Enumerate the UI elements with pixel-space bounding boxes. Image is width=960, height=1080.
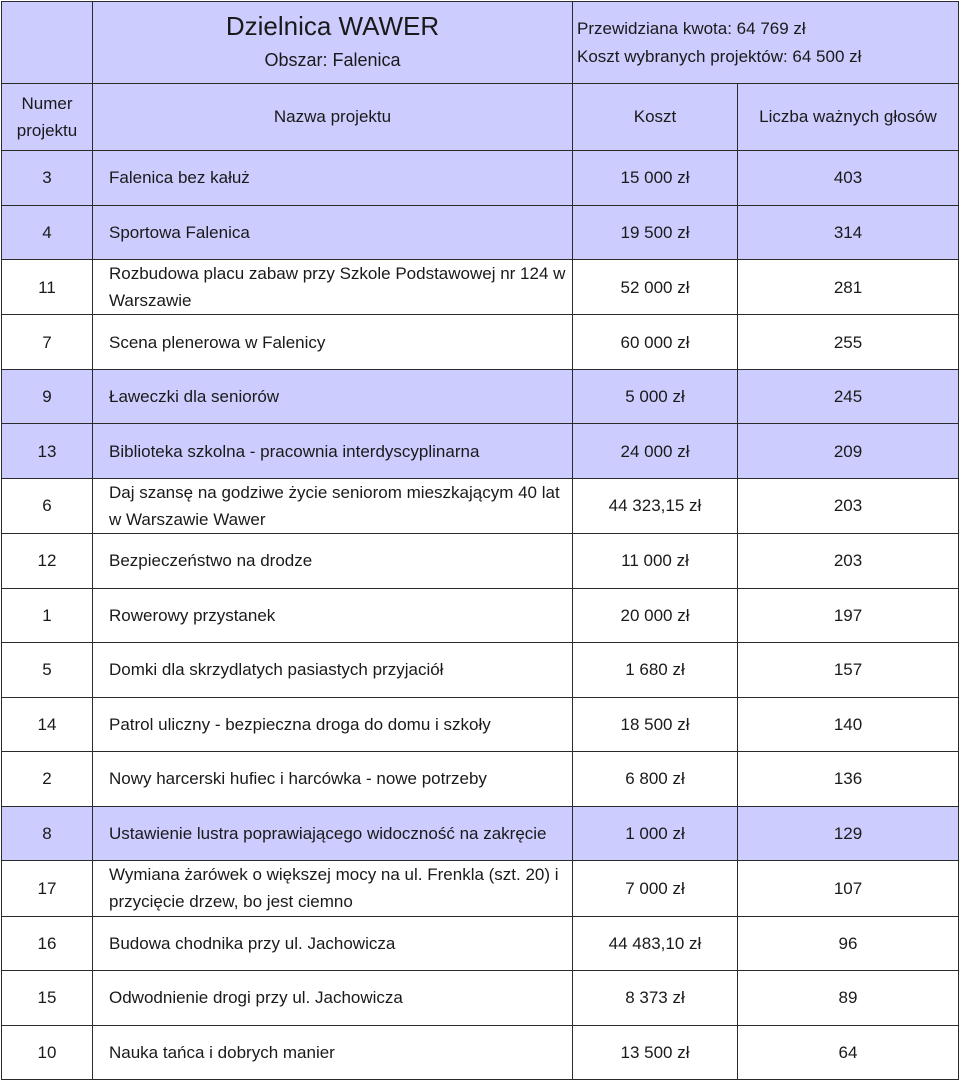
project-number: 11: [2, 260, 93, 315]
table-row: [2, 151, 959, 206]
project-number: 16: [2, 916, 93, 971]
table-row: [2, 643, 959, 698]
project-votes: 197: [738, 588, 959, 643]
column-header-cost: Koszt: [573, 84, 738, 151]
project-name: Patrol uliczny - bezpieczna droga do domu i szkoły: [93, 697, 573, 752]
project-votes: 96: [738, 916, 959, 971]
budget-summary: [573, 2, 959, 84]
project-number: 8: [2, 806, 93, 861]
project-cost: 44 483,10 zł: [573, 916, 738, 971]
project-votes: 89: [738, 971, 959, 1026]
project-cost: 6 800 zł: [573, 752, 738, 807]
project-number: 5: [2, 643, 93, 698]
project-cost: 44 323,15 zł: [573, 478, 738, 533]
project-cost: 11 000 zł: [573, 534, 738, 589]
column-header-number: Numer projektu: [2, 84, 93, 151]
project-name: Sportowa Falenica: [93, 205, 573, 260]
selected-cost: Koszt wybranych projektów: 64 500 zł: [577, 46, 862, 66]
project-votes: 209: [738, 424, 959, 479]
table-row: [2, 806, 959, 861]
district-title-cell: [93, 2, 573, 84]
project-name: Falenica bez kałuż: [93, 151, 573, 206]
projects-table: [1, 1, 959, 1080]
table-row: [2, 916, 959, 971]
project-cost: 1 000 zł: [573, 806, 738, 861]
project-votes: 157: [738, 643, 959, 698]
project-number: 10: [2, 1025, 93, 1080]
table-row: [2, 369, 959, 424]
table-row: [2, 534, 959, 589]
project-name: Odwodnienie drogi przy ul. Jachowicza: [93, 971, 573, 1026]
project-cost: 7 000 zł: [573, 861, 738, 916]
project-votes: 107: [738, 861, 959, 916]
project-votes: 255: [738, 315, 959, 370]
title-left-spacer: [2, 2, 93, 84]
project-name: Wymiana żarówek o większej mocy na ul. Frenkla (szt. 20) i przycięcie drzew, bo jest ciemno: [93, 861, 573, 916]
table-row: [2, 861, 959, 916]
project-name: Budowa chodnika przy ul. Jachowicza: [93, 916, 573, 971]
table-row: [2, 478, 959, 533]
project-name: Rozbudowa placu zabaw przy Szkole Podstawowej nr 124 w Warszawie: [93, 260, 573, 315]
project-votes: 203: [738, 534, 959, 589]
project-number: 17: [2, 861, 93, 916]
project-votes: 140: [738, 697, 959, 752]
expected-amount: Przewidziana kwota: 64 769 zł: [577, 19, 806, 39]
table-row: [2, 752, 959, 807]
column-header-name: Nazwa projektu: [93, 84, 573, 151]
project-cost: 1 680 zł: [573, 643, 738, 698]
project-number: 6: [2, 478, 93, 533]
project-votes: 203: [738, 478, 959, 533]
project-name: Domki dla skrzydlatych pasiastych przyjaciół: [93, 643, 573, 698]
district-title: Dzielnica WAWER: [225, 10, 440, 41]
project-cost: 8 373 zł: [573, 971, 738, 1026]
project-number: 14: [2, 697, 93, 752]
project-number: 2: [2, 752, 93, 807]
table-row: [2, 205, 959, 260]
project-name: Nowy harcerski hufiec i harcówka - nowe potrzeby: [93, 752, 573, 807]
project-number: 3: [2, 151, 93, 206]
area-subtitle: Obszar: Falenica: [264, 50, 401, 71]
project-cost: 18 500 zł: [573, 697, 738, 752]
table-row: [2, 260, 959, 315]
project-votes: 314: [738, 205, 959, 260]
project-name: Daj szansę na godziwe życie seniorom mieszkającym 40 lat w Warszawie Wawer: [93, 478, 573, 533]
project-number: 12: [2, 534, 93, 589]
project-name: Bezpieczeństwo na drodze: [93, 534, 573, 589]
project-votes: 403: [738, 151, 959, 206]
table-row: [2, 1025, 959, 1080]
project-cost: 15 000 zł: [573, 151, 738, 206]
project-votes: 129: [738, 806, 959, 861]
project-cost: 5 000 zł: [573, 369, 738, 424]
project-cost: 52 000 zł: [573, 260, 738, 315]
project-number: 7: [2, 315, 93, 370]
project-number: 15: [2, 971, 93, 1026]
table-row: [2, 315, 959, 370]
title-row: [2, 2, 959, 84]
project-name: Ustawienie lustra poprawiającego widoczność na zakręcie: [93, 806, 573, 861]
project-number: 13: [2, 424, 93, 479]
table-row: [2, 697, 959, 752]
project-number: 4: [2, 205, 93, 260]
table-row: [2, 971, 959, 1026]
project-number: 9: [2, 369, 93, 424]
project-name: Scena plenerowa w Falenicy: [93, 315, 573, 370]
project-number: 1: [2, 588, 93, 643]
project-votes: 281: [738, 260, 959, 315]
project-votes: 245: [738, 369, 959, 424]
column-header-votes: Liczba ważnych głosów: [738, 84, 959, 151]
project-cost: 13 500 zł: [573, 1025, 738, 1080]
project-votes: 64: [738, 1025, 959, 1080]
project-name: Nauka tańca i dobrych manier: [93, 1025, 573, 1080]
project-name: Rowerowy przystanek: [93, 588, 573, 643]
project-name: Ławeczki dla seniorów: [93, 369, 573, 424]
project-cost: 19 500 zł: [573, 205, 738, 260]
project-votes: 136: [738, 752, 959, 807]
column-header-row: [2, 84, 959, 151]
table-row: [2, 424, 959, 479]
project-cost: 20 000 zł: [573, 588, 738, 643]
project-cost: 24 000 zł: [573, 424, 738, 479]
project-name: Biblioteka szkolna - pracownia interdyscyplinarna: [93, 424, 573, 479]
table-row: [2, 588, 959, 643]
project-cost: 60 000 zł: [573, 315, 738, 370]
